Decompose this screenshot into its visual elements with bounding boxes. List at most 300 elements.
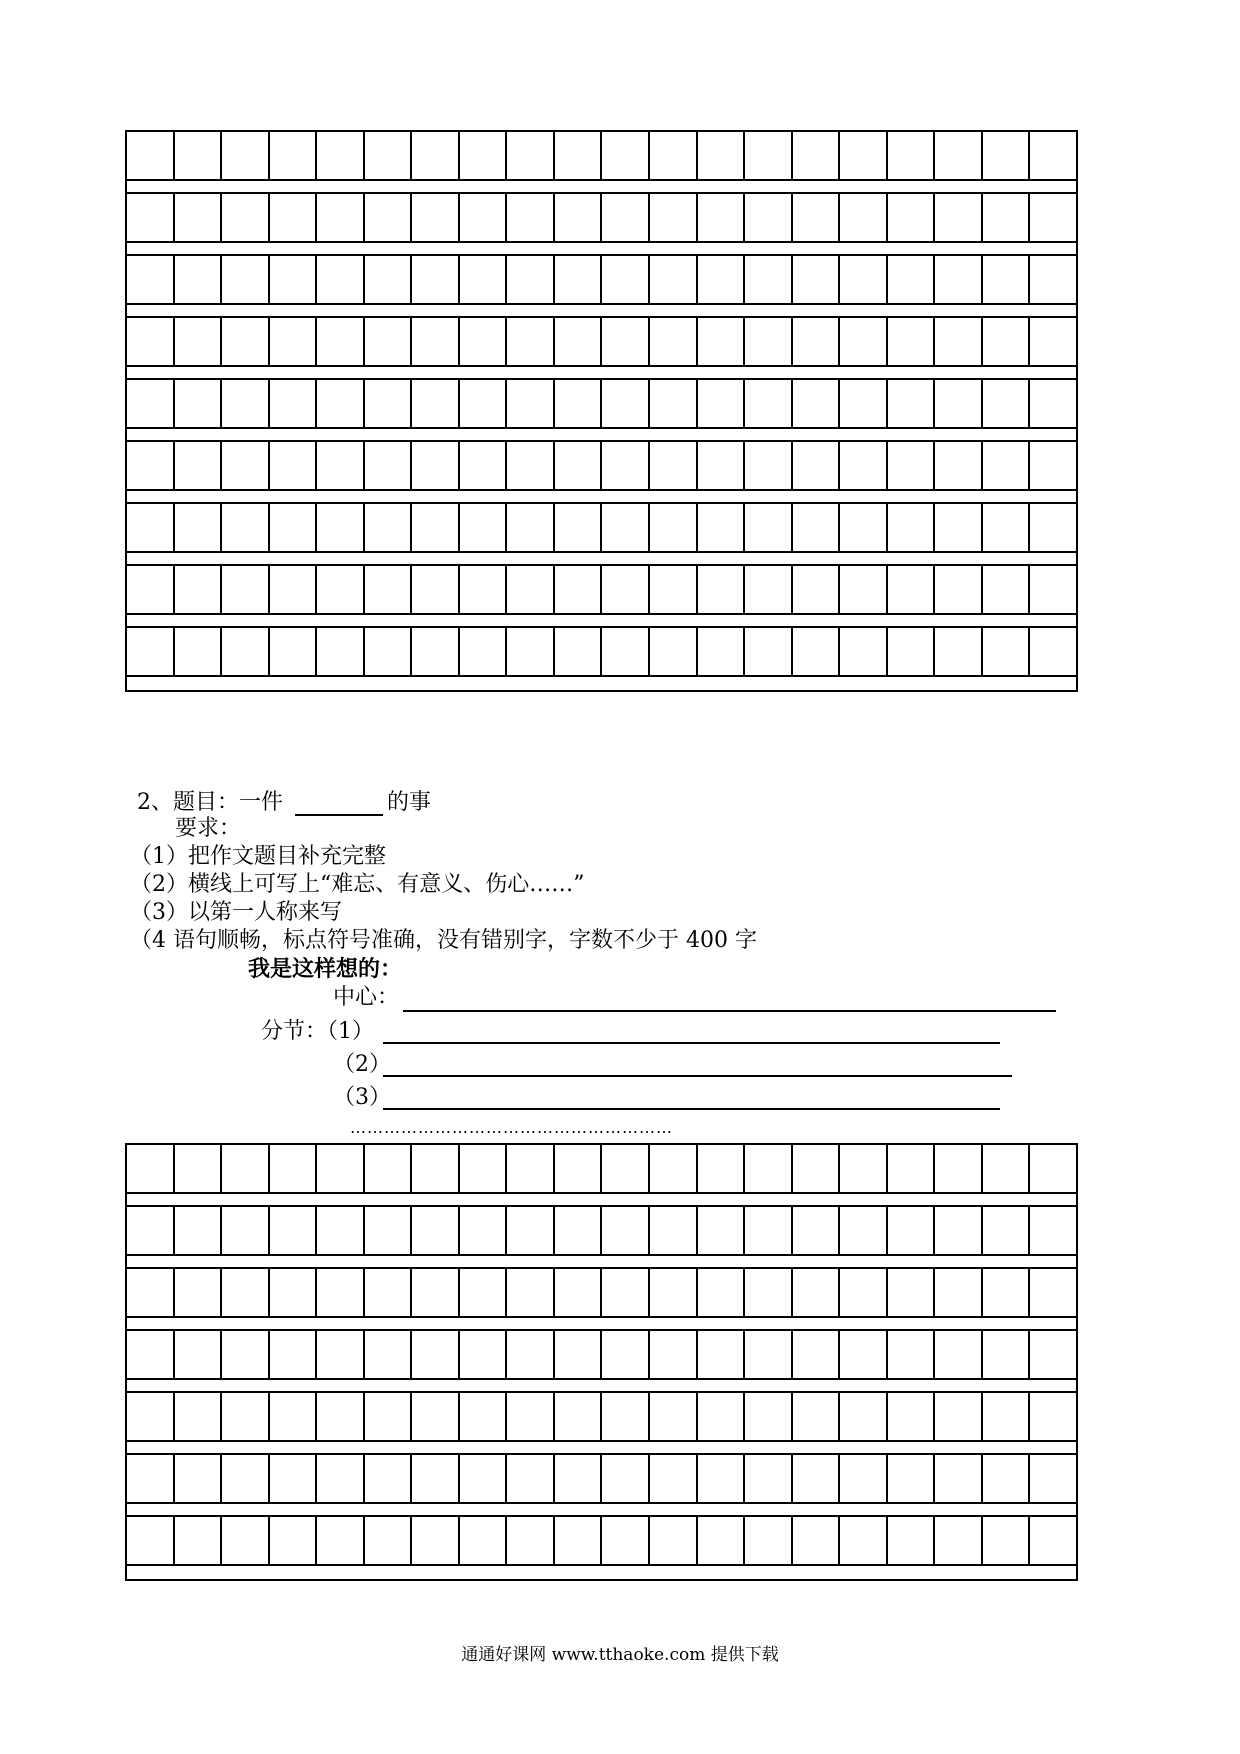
grid-cell	[602, 194, 650, 241]
grid-cell	[365, 1517, 413, 1564]
grid-cell	[1030, 1393, 1076, 1440]
grid-row	[127, 442, 1076, 489]
grid-cell	[840, 132, 888, 179]
grid-row-gap	[127, 1502, 1076, 1517]
grid-cell	[222, 1207, 270, 1254]
grid-cell	[935, 1207, 983, 1254]
grid-cell	[175, 194, 223, 241]
grid-cell	[317, 380, 365, 427]
grid-cell	[935, 442, 983, 489]
grid-cell	[888, 504, 936, 551]
requirements-label: 要求：	[175, 816, 242, 841]
grid-cell	[888, 1393, 936, 1440]
grid-row	[127, 1393, 1076, 1440]
grid-cell	[935, 1455, 983, 1502]
grid-cell	[888, 318, 936, 365]
grid-cell	[412, 1393, 460, 1440]
grid-cell	[317, 1455, 365, 1502]
grid-cell	[698, 1145, 746, 1192]
grid-cell	[1030, 566, 1076, 613]
grid-row	[127, 504, 1076, 551]
grid-cell	[175, 1393, 223, 1440]
section-2-answer-line	[383, 1075, 1012, 1077]
grid-cell	[745, 132, 793, 179]
grid-cell	[888, 1455, 936, 1502]
grid-row-gap	[127, 675, 1076, 690]
grid-cell	[127, 318, 175, 365]
grid-row-gap	[127, 1316, 1076, 1331]
grid-cell	[507, 566, 555, 613]
grid-cell	[650, 1455, 698, 1502]
grid-cell	[175, 1331, 223, 1378]
grid-cell	[1030, 1207, 1076, 1254]
grid-cell	[317, 504, 365, 551]
grid-cell	[888, 256, 936, 303]
grid-row-gap	[127, 1192, 1076, 1207]
grid-cell	[650, 628, 698, 675]
grid-cell	[507, 1145, 555, 1192]
grid-cell	[270, 1517, 318, 1564]
grid-cell	[650, 1207, 698, 1254]
grid-cell	[840, 1269, 888, 1316]
grid-cell	[935, 1331, 983, 1378]
question-2-title	[137, 790, 431, 816]
grid-cell	[175, 132, 223, 179]
grid-cell	[317, 1517, 365, 1564]
grid-row	[127, 132, 1076, 179]
grid-cell	[412, 318, 460, 365]
grid-cell	[317, 256, 365, 303]
grid-cell	[460, 1517, 508, 1564]
grid-cell	[412, 1145, 460, 1192]
grid-cell	[983, 256, 1031, 303]
grid-cell	[1030, 1269, 1076, 1316]
grid-cell	[460, 1207, 508, 1254]
grid-cell	[270, 1393, 318, 1440]
plan-title: 我是这样想的：	[248, 956, 403, 982]
grid-cell	[983, 504, 1031, 551]
grid-cell	[412, 1517, 460, 1564]
grid-cell	[793, 380, 841, 427]
grid-cell	[888, 1269, 936, 1316]
grid-row	[127, 628, 1076, 675]
grid-cell	[1030, 442, 1076, 489]
grid-cell	[935, 380, 983, 427]
grid-cell	[793, 442, 841, 489]
grid-cell	[793, 1455, 841, 1502]
grid-cell	[983, 442, 1031, 489]
grid-cell	[412, 132, 460, 179]
grid-row-gap	[127, 613, 1076, 628]
grid-cell	[793, 256, 841, 303]
grid-cell	[602, 256, 650, 303]
grid-row-gap	[127, 1254, 1076, 1269]
grid-cell	[745, 256, 793, 303]
grid-row	[127, 1207, 1076, 1254]
grid-cell	[270, 194, 318, 241]
grid-cell	[650, 1517, 698, 1564]
grid-cell	[270, 380, 318, 427]
grid-cell	[175, 380, 223, 427]
grid-cell	[365, 1269, 413, 1316]
grid-cell	[460, 504, 508, 551]
grid-cell	[698, 318, 746, 365]
grid-cell	[460, 1331, 508, 1378]
grid-cell	[460, 380, 508, 427]
grid-cell	[507, 1269, 555, 1316]
grid-cell	[365, 442, 413, 489]
grid-cell	[793, 628, 841, 675]
grid-cell	[698, 1517, 746, 1564]
grid-cell	[745, 1455, 793, 1502]
grid-cell	[412, 1207, 460, 1254]
title-prefix: 2、题目：一件	[137, 790, 283, 815]
grid-cell	[127, 628, 175, 675]
grid-cell	[840, 442, 888, 489]
requirement-4: （4 语句顺畅，标点符号准确，没有错别字，字数不少于 400 字	[130, 928, 757, 953]
grid-row	[127, 1269, 1076, 1316]
grid-cell	[222, 1145, 270, 1192]
grid-cell	[983, 1455, 1031, 1502]
grid-cell	[935, 1145, 983, 1192]
grid-row	[127, 380, 1076, 427]
grid-cell	[983, 1393, 1031, 1440]
grid-cell	[745, 628, 793, 675]
grid-cell	[888, 628, 936, 675]
grid-cell	[412, 442, 460, 489]
grid-cell	[460, 566, 508, 613]
grid-cell	[365, 1455, 413, 1502]
grid-cell	[650, 318, 698, 365]
grid-cell	[888, 1207, 936, 1254]
grid-cell	[698, 256, 746, 303]
grid-cell	[365, 566, 413, 613]
center-label: 中心：	[333, 985, 400, 1010]
grid-cell	[698, 566, 746, 613]
grid-cell	[793, 132, 841, 179]
grid-cell	[888, 1331, 936, 1378]
grid-cell	[793, 1331, 841, 1378]
grid-cell	[317, 1145, 365, 1192]
grid-cell	[555, 1145, 603, 1192]
title-suffix: 的事	[387, 790, 432, 815]
grid-row-gap	[127, 365, 1076, 380]
writing-grid-top	[125, 130, 1078, 692]
grid-cell	[555, 1517, 603, 1564]
grid-cell	[1030, 1517, 1076, 1564]
grid-cell	[698, 442, 746, 489]
grid-cell	[983, 1269, 1031, 1316]
grid-cell	[698, 380, 746, 427]
grid-cell	[507, 628, 555, 675]
grid-cell	[888, 194, 936, 241]
grid-cell	[983, 1331, 1031, 1378]
grid-cell	[602, 380, 650, 427]
grid-cell	[698, 132, 746, 179]
grid-cell	[888, 132, 936, 179]
grid-cell	[412, 1331, 460, 1378]
grid-cell	[555, 194, 603, 241]
grid-cell	[745, 1145, 793, 1192]
footer-text: 通通好课网 www.tthaoke.com 提供下载	[461, 1645, 779, 1665]
grid-cell	[793, 504, 841, 551]
grid-cell	[888, 442, 936, 489]
grid-cell	[412, 194, 460, 241]
grid-cell	[983, 628, 1031, 675]
grid-cell	[983, 318, 1031, 365]
grid-cell	[127, 504, 175, 551]
grid-cell	[460, 256, 508, 303]
grid-cell	[222, 1393, 270, 1440]
grid-cell	[365, 1331, 413, 1378]
continuation-ellipsis: …………………………………………………	[350, 1118, 673, 1137]
grid-cell	[175, 1517, 223, 1564]
grid-cell	[698, 1455, 746, 1502]
grid-cell	[175, 256, 223, 303]
grid-cell	[840, 1455, 888, 1502]
grid-cell	[222, 1517, 270, 1564]
grid-cell	[650, 504, 698, 551]
grid-cell	[412, 256, 460, 303]
grid-cell	[460, 1145, 508, 1192]
grid-cell	[745, 380, 793, 427]
requirement-2: （2）横线上可写上“难忘、有意义、伤心……”	[130, 872, 585, 897]
grid-cell	[602, 1145, 650, 1192]
grid-cell	[127, 1517, 175, 1564]
grid-cell	[317, 442, 365, 489]
grid-cell	[317, 1393, 365, 1440]
grid-cell	[555, 628, 603, 675]
grid-cell	[317, 1207, 365, 1254]
grid-cell	[840, 1145, 888, 1192]
grid-cell	[222, 194, 270, 241]
grid-cell	[793, 1145, 841, 1192]
grid-cell	[888, 1517, 936, 1564]
grid-cell	[745, 318, 793, 365]
grid-cell	[1030, 256, 1076, 303]
grid-cell	[602, 1517, 650, 1564]
grid-cell	[127, 132, 175, 179]
grid-cell	[460, 442, 508, 489]
grid-cell	[698, 1269, 746, 1316]
grid-row-gap	[127, 1440, 1076, 1455]
grid-cell	[365, 132, 413, 179]
grid-cell	[222, 442, 270, 489]
grid-cell	[365, 1393, 413, 1440]
grid-cell	[602, 442, 650, 489]
grid-cell	[460, 1269, 508, 1316]
grid-cell	[650, 256, 698, 303]
grid-cell	[650, 1269, 698, 1316]
grid-cell	[365, 504, 413, 551]
grid-cell	[840, 1393, 888, 1440]
grid-cell	[602, 1331, 650, 1378]
grid-row	[127, 1145, 1076, 1192]
grid-cell	[175, 628, 223, 675]
grid-cell	[555, 1207, 603, 1254]
grid-cell	[1030, 132, 1076, 179]
grid-cell	[412, 504, 460, 551]
grid-cell	[793, 194, 841, 241]
grid-cell	[602, 1207, 650, 1254]
grid-cell	[602, 318, 650, 365]
grid-cell	[460, 132, 508, 179]
grid-cell	[175, 442, 223, 489]
grid-cell	[507, 1393, 555, 1440]
grid-cell	[317, 132, 365, 179]
grid-cell	[127, 442, 175, 489]
grid-cell	[460, 194, 508, 241]
grid-cell	[840, 318, 888, 365]
grid-cell	[507, 256, 555, 303]
grid-cell	[127, 194, 175, 241]
grid-cell	[1030, 1145, 1076, 1192]
grid-cell	[555, 1393, 603, 1440]
grid-cell	[935, 194, 983, 241]
grid-cell	[555, 1269, 603, 1316]
grid-cell	[127, 1145, 175, 1192]
grid-cell	[935, 1269, 983, 1316]
grid-cell	[745, 1207, 793, 1254]
grid-cell	[935, 256, 983, 303]
grid-cell	[888, 566, 936, 613]
grid-cell	[840, 194, 888, 241]
grid-cell	[698, 504, 746, 551]
grid-cell	[793, 566, 841, 613]
grid-row-gap	[127, 241, 1076, 256]
grid-cell	[602, 628, 650, 675]
grid-cell	[270, 442, 318, 489]
grid-cell	[222, 256, 270, 303]
grid-cell	[983, 1517, 1031, 1564]
grid-cell	[935, 628, 983, 675]
grid-cell	[840, 1331, 888, 1378]
grid-cell	[460, 628, 508, 675]
grid-row-gap	[127, 427, 1076, 442]
grid-cell	[317, 628, 365, 675]
grid-cell	[650, 194, 698, 241]
grid-cell	[222, 1455, 270, 1502]
grid-cell	[270, 132, 318, 179]
grid-cell	[840, 256, 888, 303]
grid-cell	[365, 628, 413, 675]
grid-cell	[412, 1269, 460, 1316]
grid-cell	[270, 1269, 318, 1316]
grid-cell	[555, 442, 603, 489]
grid-cell	[1030, 1455, 1076, 1502]
section-3-label: （3）	[333, 1085, 391, 1110]
grid-cell	[840, 628, 888, 675]
grid-cell	[698, 1207, 746, 1254]
grid-cell	[507, 132, 555, 179]
grid-cell	[983, 566, 1031, 613]
grid-row	[127, 194, 1076, 241]
grid-cell	[270, 318, 318, 365]
grid-row-gap	[127, 1564, 1076, 1579]
grid-cell	[317, 1269, 365, 1316]
grid-cell	[412, 380, 460, 427]
grid-cell	[270, 1331, 318, 1378]
grid-cell	[270, 1455, 318, 1502]
grid-row	[127, 1517, 1076, 1564]
grid-cell	[888, 1145, 936, 1192]
writing-grid-bottom	[125, 1143, 1078, 1581]
grid-cell	[555, 132, 603, 179]
grid-cell	[507, 1455, 555, 1502]
grid-cell	[270, 504, 318, 551]
grid-cell	[698, 194, 746, 241]
grid-cell	[175, 566, 223, 613]
grid-cell	[127, 1269, 175, 1316]
grid-cell	[175, 1455, 223, 1502]
grid-cell	[555, 256, 603, 303]
grid-row	[127, 256, 1076, 303]
grid-cell	[317, 1331, 365, 1378]
grid-cell	[222, 504, 270, 551]
grid-cell	[602, 1393, 650, 1440]
grid-cell	[365, 380, 413, 427]
grid-cell	[935, 132, 983, 179]
grid-row-gap	[127, 1378, 1076, 1393]
grid-cell	[698, 1331, 746, 1378]
grid-cell	[270, 1207, 318, 1254]
grid-cell	[745, 1269, 793, 1316]
grid-cell	[507, 380, 555, 427]
grid-cell	[793, 1393, 841, 1440]
center-answer-line	[403, 1010, 1056, 1012]
grid-cell	[793, 1207, 841, 1254]
grid-cell	[127, 1455, 175, 1502]
grid-cell	[650, 132, 698, 179]
grid-cell	[745, 1331, 793, 1378]
grid-cell	[840, 1207, 888, 1254]
grid-cell	[507, 1331, 555, 1378]
grid-cell	[650, 566, 698, 613]
grid-cell	[507, 504, 555, 551]
grid-cell	[698, 628, 746, 675]
grid-cell	[127, 256, 175, 303]
grid-cell	[983, 132, 1031, 179]
grid-cell	[935, 566, 983, 613]
grid-cell	[270, 566, 318, 613]
grid-cell	[460, 1393, 508, 1440]
grid-cell	[175, 1207, 223, 1254]
grid-cell	[317, 566, 365, 613]
grid-cell	[175, 1269, 223, 1316]
grid-cell	[793, 1517, 841, 1564]
grid-cell	[650, 1145, 698, 1192]
grid-cell	[888, 380, 936, 427]
grid-cell	[222, 1269, 270, 1316]
grid-cell	[840, 504, 888, 551]
grid-cell	[222, 566, 270, 613]
grid-cell	[745, 1517, 793, 1564]
grid-cell	[365, 256, 413, 303]
grid-cell	[983, 1145, 1031, 1192]
grid-cell	[270, 628, 318, 675]
grid-cell	[1030, 628, 1076, 675]
grid-cell	[602, 504, 650, 551]
grid-cell	[222, 1331, 270, 1378]
grid-cell	[365, 194, 413, 241]
grid-cell	[555, 1331, 603, 1378]
grid-cell	[602, 132, 650, 179]
grid-cell	[507, 442, 555, 489]
grid-cell	[365, 1207, 413, 1254]
grid-cell	[555, 566, 603, 613]
grid-row	[127, 1455, 1076, 1502]
grid-cell	[935, 1393, 983, 1440]
